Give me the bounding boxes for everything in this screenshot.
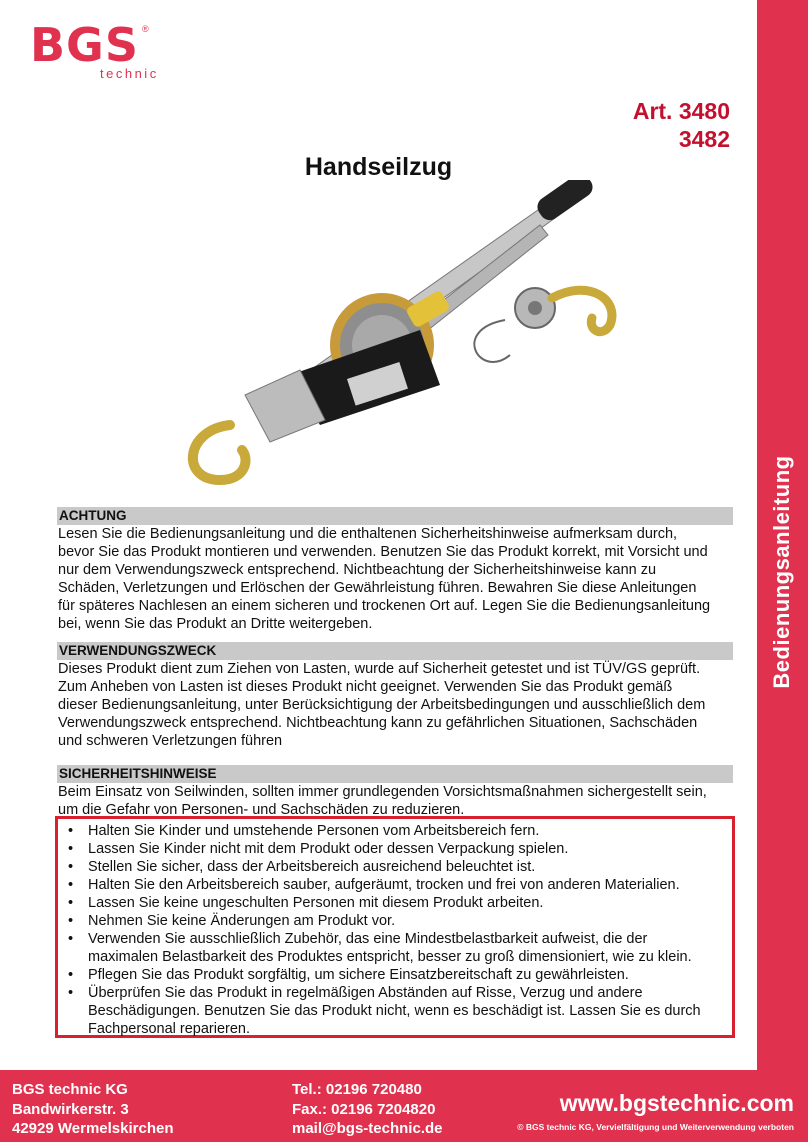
side-label: Bedienungsanleitung — [769, 455, 794, 689]
bullet-icon: • — [68, 931, 74, 947]
text-line: um die Gefahr von Personen- und Sachschäden zu reduzieren. — [58, 802, 465, 818]
hook-icon — [193, 425, 246, 480]
street: Bandwirkerstr. 3 — [12, 1100, 129, 1118]
hook-icon-right — [552, 290, 612, 331]
page-title: Handseilzug — [304, 153, 453, 181]
copyright: © BGS technic KG, Vervielfältigung und Weiterverwendung verboten — [517, 1122, 794, 1132]
text-line: Fachpersonal reparieren. — [88, 1021, 251, 1037]
product-image — [150, 180, 630, 485]
fax: Fax.: 02196 7204820 — [292, 1100, 436, 1118]
safety-bullet-box — [55, 816, 735, 1038]
section-sicherheitshinweise — [57, 765, 733, 819]
text-line: und schweren Verletzungen führen — [58, 733, 283, 749]
text-line: Verwenden Sie ausschließlich Zubehör, das eine Mindestbelastbarkeit aufweist, die der — [88, 931, 648, 947]
logo-wordmark: BGS — [30, 18, 139, 72]
list-item — [66, 894, 726, 912]
list-item — [66, 930, 726, 966]
text-line: für späteres Nachlesen an einem sicheren und trockenen Ort auf. Legen Sie die Bedienungsanleitung — [58, 598, 711, 614]
text-line: Lesen Sie die Bedienungsanleitung und die enthaltenen Sicherheitshinweise aufmerksam durch, — [58, 526, 678, 542]
text-line: Nehmen Sie keine Änderungen am Produkt vor. — [88, 913, 396, 929]
city: 42929 Wermelskirchen — [12, 1120, 174, 1137]
text-line: Lassen Sie Kinder nicht mit dem Produkt oder dessen Verpackung spielen. — [88, 841, 569, 857]
list-item — [66, 822, 726, 840]
text-line: Beim Einsatz von Seilwinden, sollten immer grundlegenden Vorsichtsmaßnahmen sichergestellt sein, — [58, 784, 707, 800]
company-name: BGS technic KG — [12, 1081, 128, 1098]
text-line: Stellen Sie sicher, dass der Arbeitsbereich ausreichend beleuchtet ist. — [88, 859, 536, 875]
text-line: maximalen Belastbarkeit des Produktes entspricht, besser zu groß dimensioniert, wie zu klein. — [88, 949, 692, 965]
text-line: Halten Sie den Arbeitsbereich sauber, aufgeräumt, trocken und frei von anderen Materialien. — [88, 877, 680, 893]
brand-logo — [30, 18, 160, 84]
text-line: Überprüfen Sie das Produkt in regelmäßigen Abständen auf Risse, Verzug und andere — [88, 985, 643, 1001]
pulley-icon — [515, 288, 555, 328]
safety-bullet-list — [66, 822, 726, 1038]
text-line: Zum Anheben von Lasten ist dieses Produkt nicht geeignet. Verwenden Sie das Produkt gemäß — [58, 679, 673, 695]
article-number-2: 3482 — [678, 126, 730, 152]
logo-registered-mark: ® — [142, 24, 149, 34]
section-verwendungszweck — [57, 642, 733, 750]
footer-address — [12, 1080, 174, 1139]
text-line: Lassen Sie keine ungeschulten Personen mit diesem Produkt arbeiten. — [88, 895, 544, 911]
bullet-icon: • — [68, 859, 74, 875]
bullet-icon: • — [68, 985, 74, 1001]
phone: Tel.: 02196 720480 — [292, 1081, 422, 1098]
section-achtung — [57, 507, 733, 633]
section-body — [57, 660, 733, 750]
bullet-icon: • — [68, 967, 74, 983]
list-item — [66, 858, 726, 876]
section-heading: ACHTUNG — [57, 507, 733, 525]
article-number-1: Art. 3480 — [632, 98, 730, 124]
bullet-icon: • — [68, 877, 74, 893]
article-numbers — [633, 97, 730, 153]
section-heading: SICHERHEITSHINWEISE — [57, 765, 733, 783]
list-item — [66, 912, 726, 930]
text-line: Schäden, Verletzungen und Erlöschen der Gewährleistung führen. Bewahren Sie diese Anleitungen — [58, 580, 697, 596]
website-link[interactable]: www.bgstechnic.com — [559, 1090, 794, 1116]
text-line: dieser Bedienungsanleitung, unter Berücksichtigung der Arbeitsbedingungen und ausschließlich dem — [58, 697, 706, 713]
bullet-icon: • — [68, 841, 74, 857]
footer — [0, 1070, 808, 1142]
section-body — [57, 525, 733, 633]
text-line: Beschädigungen. Benutzen Sie das Produkt nicht, wenn es beschädigt ist. Lassen Sie es durch — [88, 1003, 701, 1019]
text-line: nur dem Verwendungszweck entsprechend. Nichtbeachtung der Sicherheitshinweise kann zu — [58, 562, 657, 578]
text-line: bevor Sie das Produkt montieren und verwenden. Benutzen Sie das Produkt korrekt, mit Vorsicht und — [58, 544, 708, 560]
list-item — [66, 876, 726, 894]
logo-subtitle: technic — [100, 66, 159, 81]
list-item — [66, 966, 726, 984]
text-line: Verwendungszweck entsprechend. Nichtbeachtung kann zu gefährlichen Situationen, Sachschäden — [58, 715, 698, 731]
handle-grip-icon — [534, 180, 597, 224]
bullet-icon: • — [68, 823, 74, 839]
text-line: Halten Sie Kinder und umstehende Personen vom Arbeitsbereich fern. — [88, 823, 540, 839]
bullet-icon: • — [68, 895, 74, 911]
text-line: Dieses Produkt dient zum Ziehen von Lasten, wurde auf Sicherheit getestet und ist TÜV/GS geprüft. — [58, 661, 701, 677]
email-link[interactable]: mail@bgs-technic.de — [292, 1120, 443, 1137]
list-item — [66, 984, 726, 1038]
section-heading: VERWENDUNGSZWECK — [57, 642, 733, 660]
text-line: bei, wenn Sie das Produkt an Dritte weitergeben. — [58, 616, 373, 632]
text-line: Pflegen Sie das Produkt sorgfältig, um sichere Einsatzbereitschaft zu gewährleisten. — [88, 967, 629, 983]
footer-contact — [292, 1080, 443, 1139]
section-body — [57, 783, 733, 819]
bullet-icon: • — [68, 913, 74, 929]
list-item — [66, 840, 726, 858]
